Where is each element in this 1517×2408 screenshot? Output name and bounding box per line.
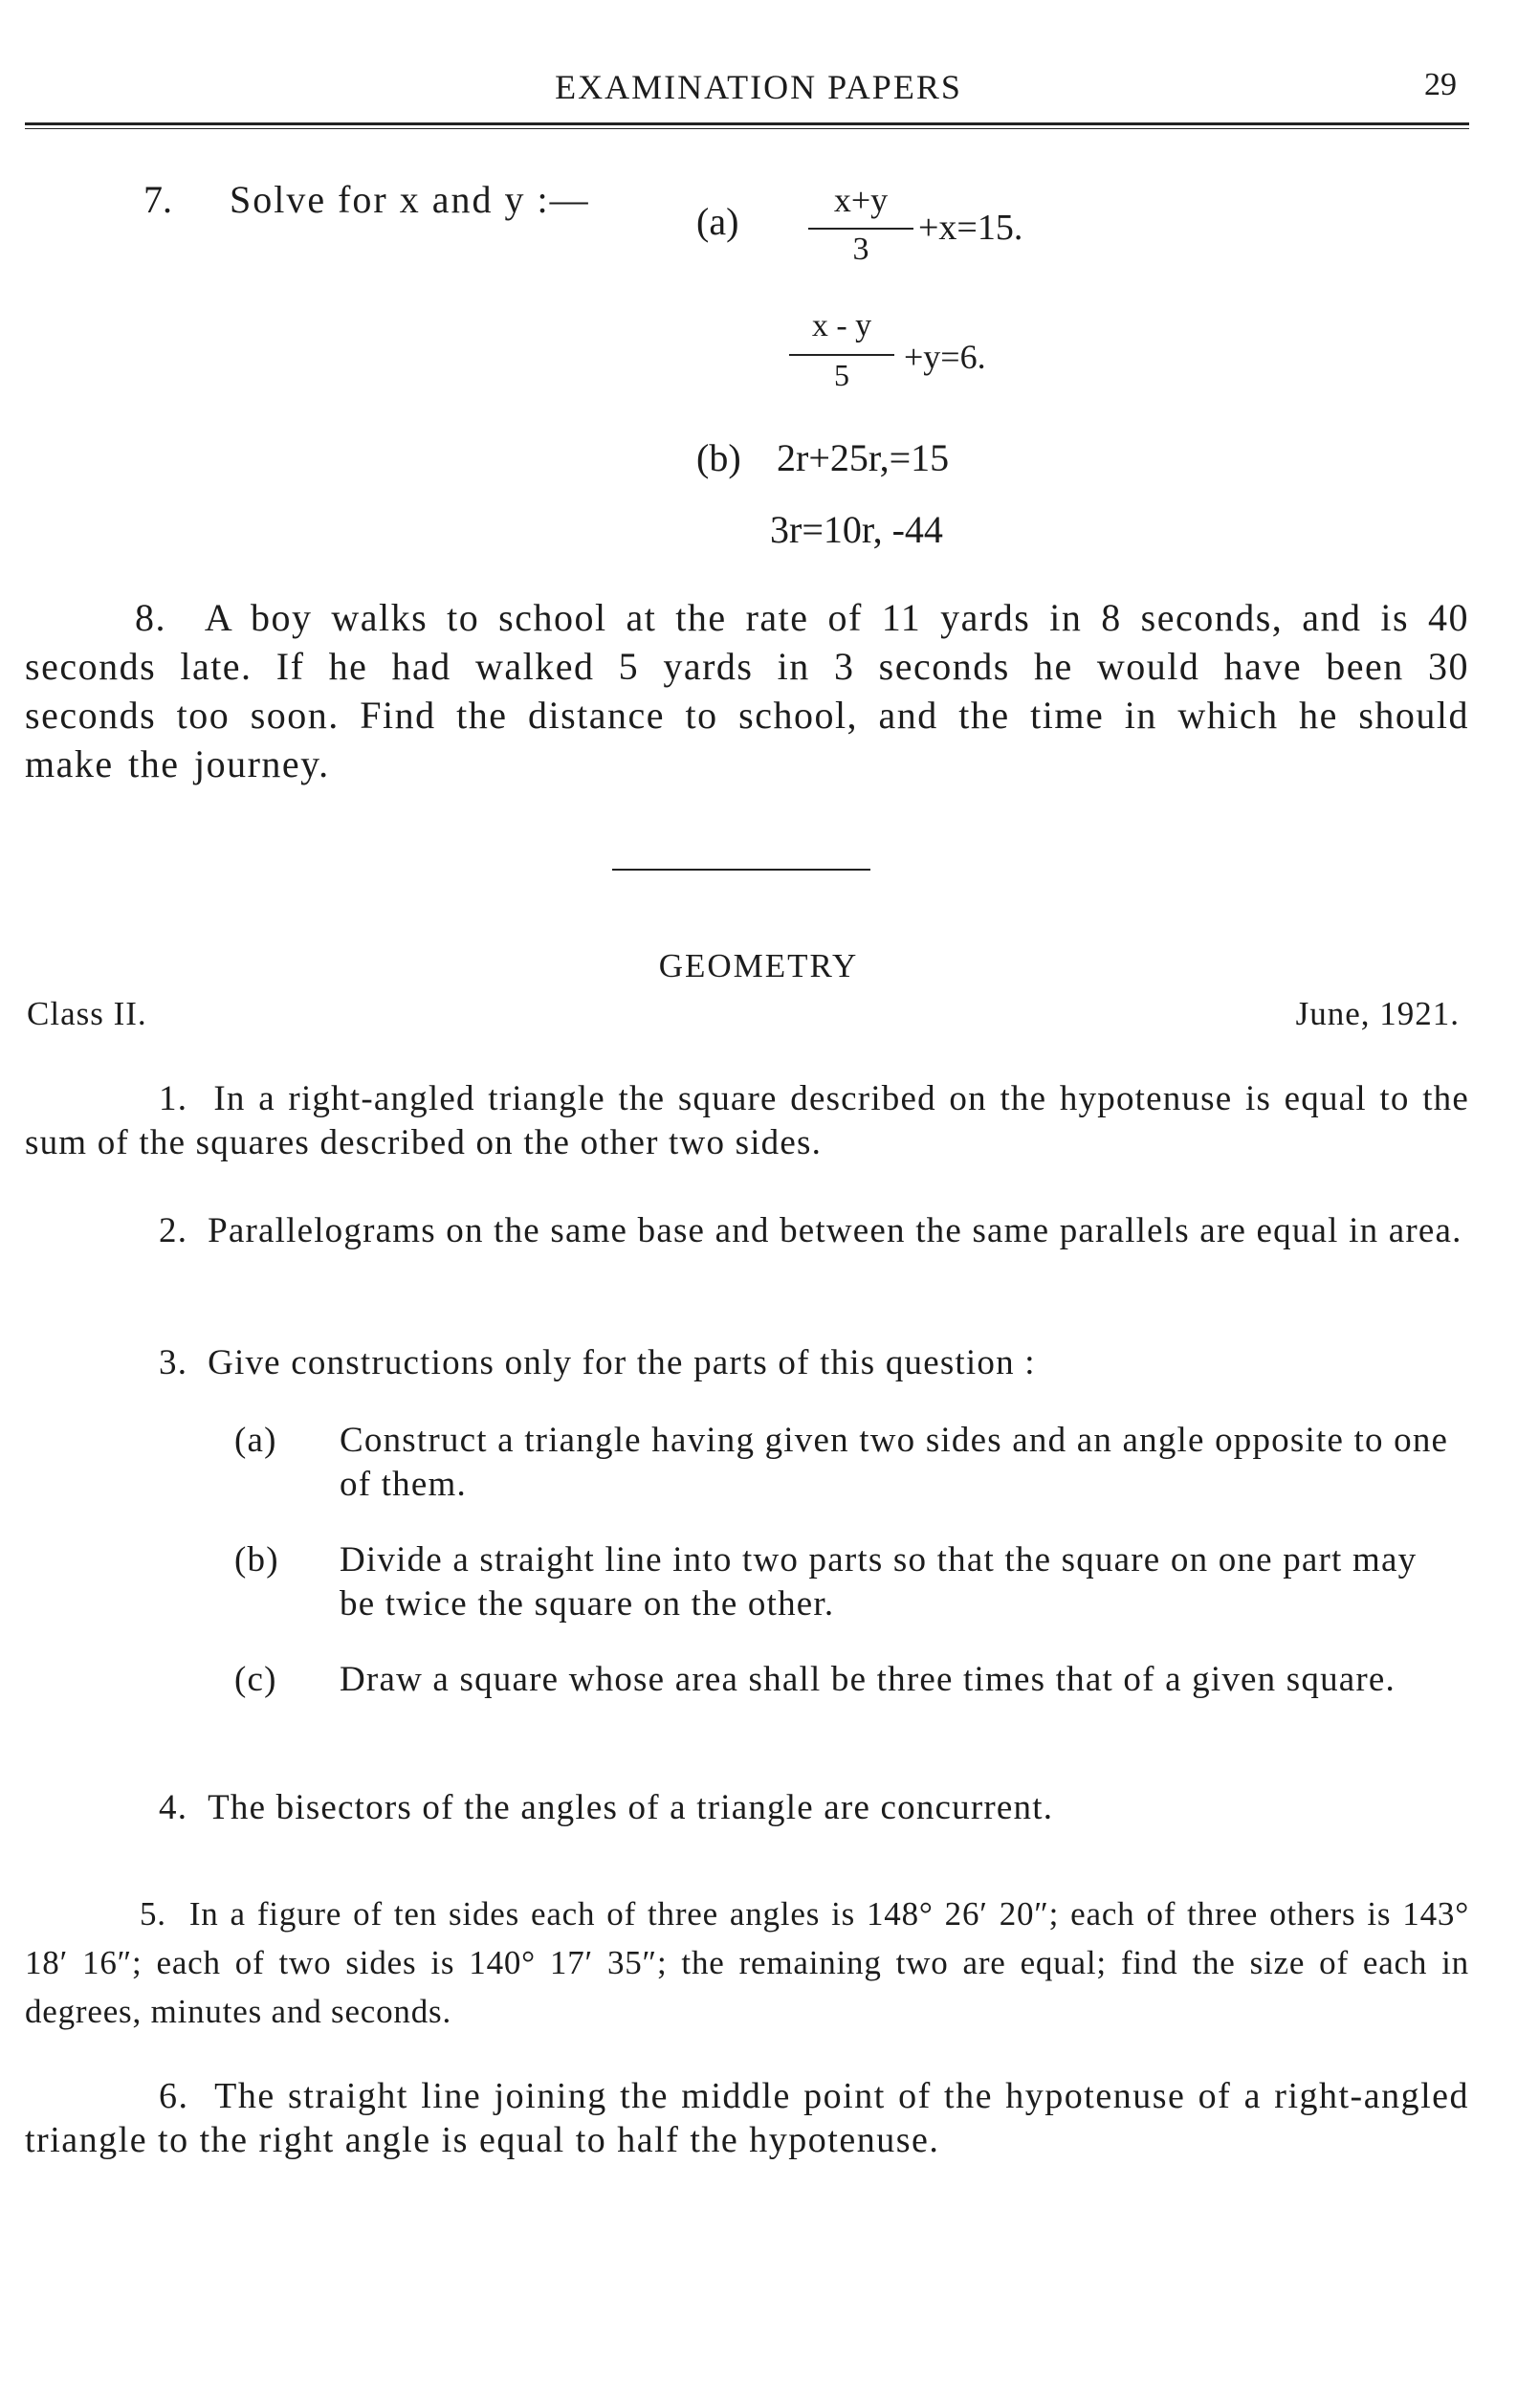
geo-question-4	[25, 1786, 1469, 1830]
geo-q2-number: 2.	[159, 1211, 188, 1250]
header-rule-thin	[25, 128, 1469, 129]
q7b-eq1: 2r+25r,=15	[777, 436, 950, 479]
geo-question-3	[25, 1341, 1469, 1385]
page-number: 29	[1424, 67, 1457, 102]
geo-q3c-text: Draw a square whose area shall be three times that of a given square.	[340, 1660, 1396, 1699]
geo-q6-text: The straight line joining the middle point of the hypotenuse of a right-angled triangle to the right angle is equal to half the hypotenuse.	[25, 2076, 1470, 2160]
geo-q2-text: Parallelograms on the same base and between the same parallels are equal in area.	[208, 1211, 1462, 1250]
geo-question-2	[25, 1209, 1469, 1253]
q7-prompt: Solve for x and y :—	[230, 178, 590, 221]
exam-date: June, 1921.	[1295, 995, 1460, 1032]
q8-paragraph	[25, 593, 1469, 788]
geo-q3-number: 3.	[159, 1343, 188, 1382]
geo-q3c-label: (c)	[234, 1660, 277, 1699]
section-title: GEOMETRY	[658, 947, 859, 984]
q7a-eq2-denominator: 5	[834, 358, 849, 392]
geo-q1-number: 1.	[159, 1079, 188, 1118]
section-divider	[612, 869, 870, 871]
geo-q1-text: In a right-angled triangle the square described on the hypotenuse is equal to the sum of the squares described on the other two sides.	[25, 1079, 1469, 1162]
geo-q3a-text: Construct a triangle having given two sides and an angle opposite to one of them.	[340, 1421, 1449, 1504]
class-label: Class II.	[27, 995, 147, 1032]
geo-question-6	[25, 2074, 1469, 2162]
geo-q4-text: The bisectors of the angles of a triangle are concurrent.	[208, 1788, 1054, 1827]
q7a-eq2-numerator: x - y	[811, 308, 872, 343]
q7b-eq2: 3r=10r, -44	[770, 508, 943, 551]
q7-part-a-label: (a)	[696, 200, 739, 243]
q7a-eq2-rest: +y=6.	[904, 338, 986, 376]
geo-q5-number: 5.	[140, 1895, 166, 1933]
q7a-eq1-denominator: 3	[852, 232, 869, 267]
geo-question-5	[25, 1889, 1469, 2036]
geo-q3a-label: (a)	[234, 1421, 277, 1460]
q8-number: 8.	[135, 596, 166, 639]
q7a-eq1-numerator: x+y	[833, 181, 889, 219]
q7a-eq1-bar	[808, 228, 913, 230]
geo-q4-number: 4.	[159, 1788, 188, 1827]
geo-question-1	[25, 1077, 1469, 1165]
geo-q3b-label: (b)	[234, 1540, 279, 1580]
running-header: EXAMINATION PAPERS	[555, 68, 962, 106]
q7-number: 7.	[143, 178, 172, 221]
q7a-eq1-rest: +x=15.	[918, 208, 1023, 248]
q8-text: A boy walks to school at the rate of 11 yards in 8 seconds, and is 40 seconds late. If he had walked 5 yards in 3 seconds he would have been 30 seconds too soon. Find the distance to school, and the time in which he should make the journey.	[25, 596, 1470, 785]
geo-q6-number: 6.	[159, 2076, 189, 2116]
q7-part-b-label: (b)	[696, 436, 741, 479]
header-rule	[25, 122, 1469, 125]
geo-q3-text: Give constructions only for the parts of this question :	[208, 1343, 1036, 1382]
geo-q3b-text: Divide a straight line into two parts so that the square on one part may be twice the square on the other.	[340, 1540, 1418, 1624]
q7a-eq2-bar	[789, 354, 894, 356]
geo-q5-text: In a figure of ten sides each of three angles is 148° 26′ 20″; each of three others is 143° 18′ 16″; each of two sides is 140° 17′ 35″; the remaining two are equal; find the size of each in degrees, minutes and seconds.	[25, 1895, 1469, 2030]
